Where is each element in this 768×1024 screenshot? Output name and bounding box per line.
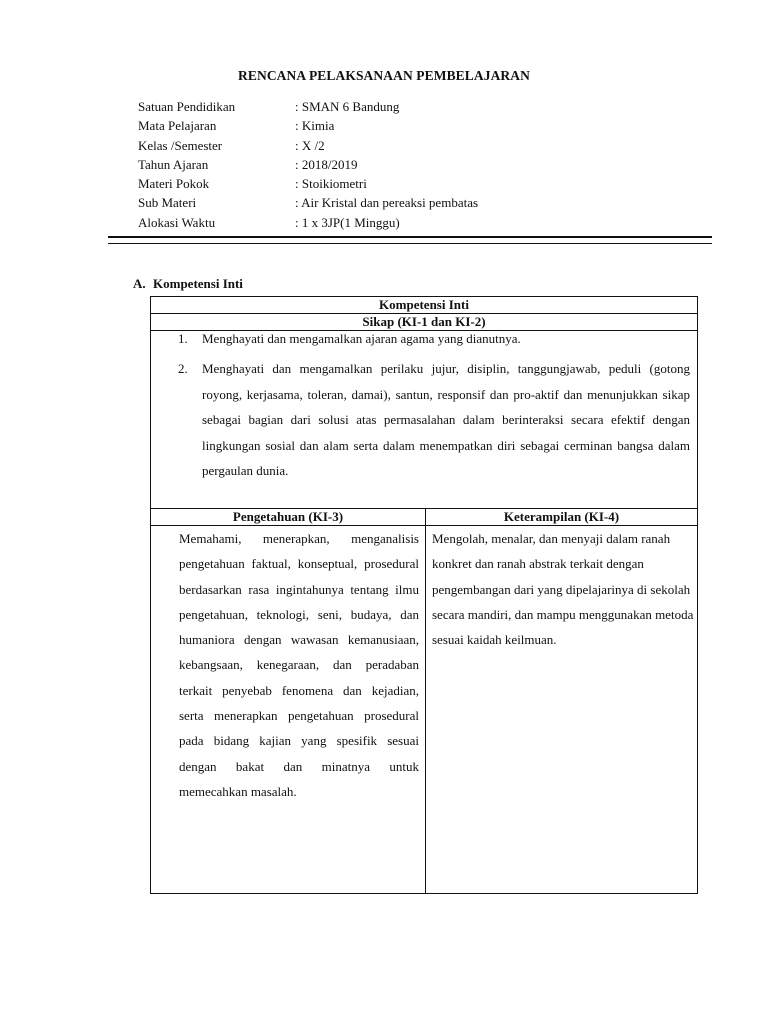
sikap-heading: Sikap (KI-1 dan KI-2): [362, 314, 486, 329]
identity-row-alokasi-waktu: [138, 213, 478, 232]
pengetahuan-text: Memahami, menerapkan, menganalisis pengetahuan faktual, konseptual, prosedural berdasarkan rasa ingintahunya tentang ilmu pengetahuan, teknologi, seni, budaya, dan humaniora dengan wawasan kemanusiaan, kebangsaan, kenegaraan, dan peradaban terkait penyebab fenomena dan kejadian, serta menerapkan pengetahuan prosedural pada bidang kajian yang spesifik sesuai dengan bakat dan minatnya untuk memecahkan masalah.: [179, 531, 419, 799]
sikap-list: [178, 330, 690, 484]
header-divider-thin: [108, 243, 712, 244]
identity-value: : 1 x 3JP(1 Minggu): [295, 214, 400, 230]
identity-label: Alokasi Waktu: [138, 214, 216, 230]
identity-row-mata-pelajaran: [138, 116, 478, 135]
identity-row-sub-materi: [138, 193, 478, 212]
list-item: [178, 330, 690, 348]
section-heading-kompetensi-inti: [133, 276, 243, 292]
identity-label: Materi Pokok: [138, 176, 210, 192]
identity-label: Sub Materi: [138, 195, 197, 211]
pengetahuan-heading: Pengetahuan (KI-3): [232, 509, 344, 524]
identity-value: : Air Kristal dan pereaksi pembatas: [295, 195, 479, 211]
list-item: [178, 356, 690, 484]
identity-row-tahun-ajaran: [138, 155, 478, 174]
identity-label: Satuan Pendidikan: [138, 99, 236, 114]
identity-row-satuan-pendidikan: [138, 97, 478, 116]
list-item-text: Menghayati dan mengamalkan perilaku jujur, disiplin, tanggungjawab, peduli (gotong royong, kerjasama, toleran, damai), santun, responsif dan pro-aktif dan menunjukkan sikap sebagai bagian dari solusi atas permasalahan dalam berinteraksi secara efektif dengan lingkungan sosial dan alam serta dalam menempatkan diri sebagai cerminan bangsa dalam pergaulan dunia.: [202, 361, 690, 478]
identity-value: : Kimia: [295, 118, 335, 134]
section-marker: A.: [133, 276, 146, 291]
identity-row-kelas-semester: [138, 136, 478, 155]
identity-label: Mata Pelajaran: [138, 118, 217, 134]
kompetensi-inti-table: [150, 296, 698, 894]
identity-value: : SMAN 6 Bandung: [295, 99, 400, 114]
list-item-number: 2.: [178, 361, 188, 376]
section-heading-text: Kompetensi Inti: [153, 276, 243, 291]
identity-value: : X /2: [295, 137, 325, 153]
identity-row-materi-pokok: [138, 174, 478, 193]
identity-value: : Stoikiometri: [295, 176, 367, 192]
identity-label: Tahun Ajaran: [138, 156, 209, 172]
identity-value: : 2018/2019: [295, 156, 358, 172]
identity-label: Kelas /Semester: [138, 137, 223, 153]
identity-block: [138, 97, 478, 232]
header-divider-thick: [108, 236, 712, 238]
table-title: Kompetensi Inti: [379, 297, 469, 312]
table-column-divider: [425, 509, 426, 893]
keterampilan-heading: Keterampilan (KI-4): [503, 509, 620, 524]
list-item-text: Menghayati dan mengamalkan ajaran agama yang dianutnya.: [202, 331, 521, 346]
keterampilan-text: Mengolah, menalar, dan menyaji dalam ranah konkret dan ranah abstrak terkait dengan pengembangan dari yang dipelajarinya di sekolah secara mandiri, dan mampu menggunakan metoda sesuai kaidah keilmuan.: [432, 531, 694, 648]
document-title: RENCANA PELAKSANAAN PEMBELAJARAN: [238, 68, 530, 83]
list-item-number: 1.: [178, 331, 188, 346]
